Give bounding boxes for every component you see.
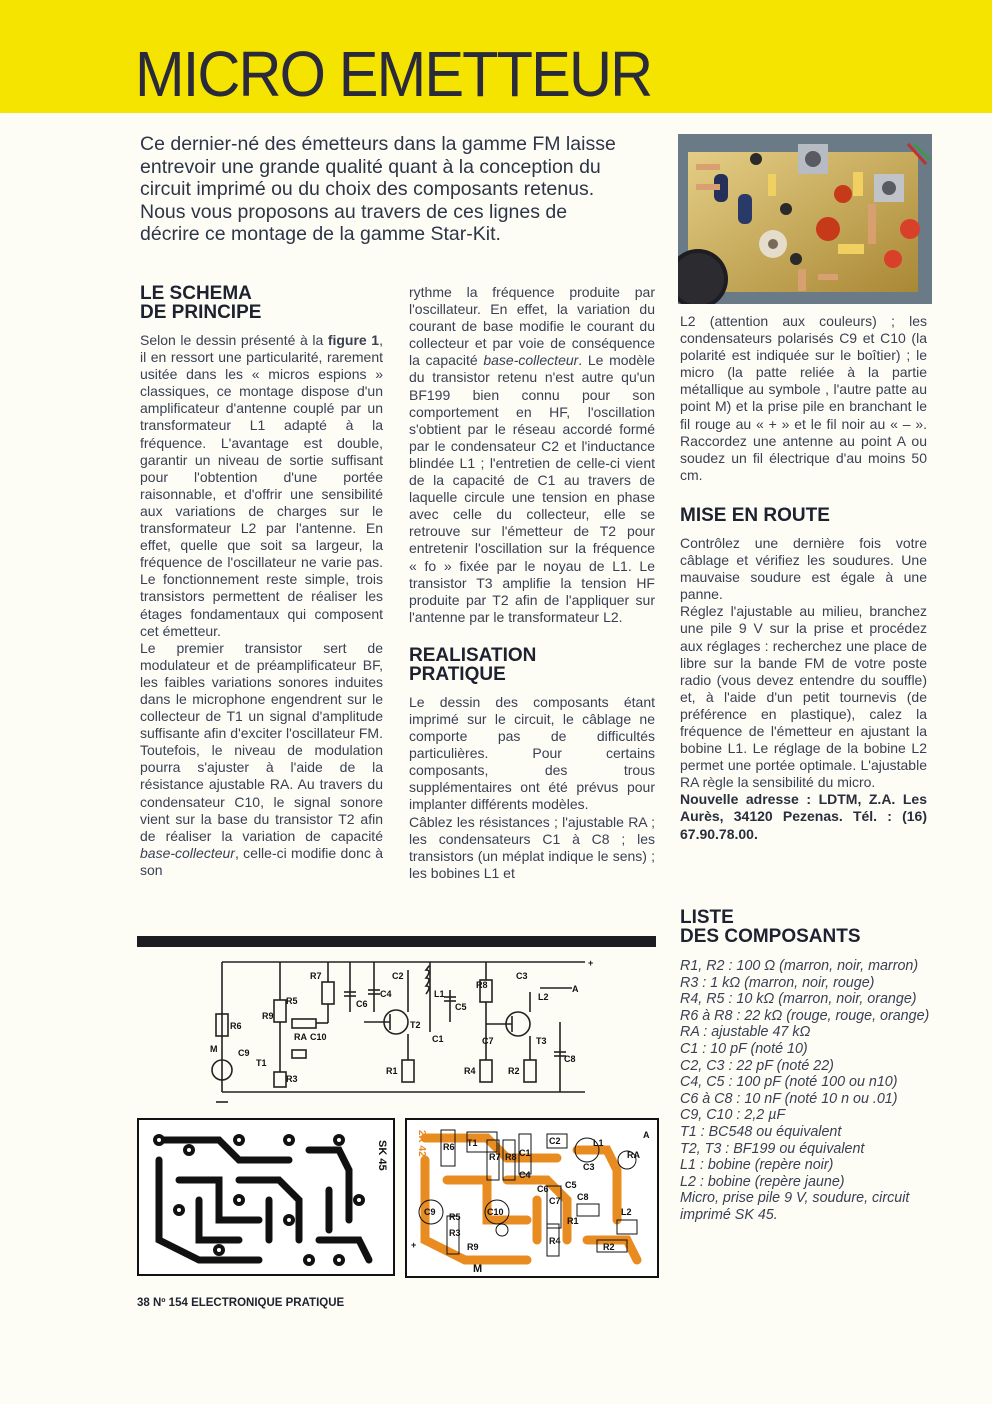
svg-text:RA: RA xyxy=(627,1150,640,1160)
circuit-schematic xyxy=(200,952,610,1107)
intro-paragraph: Ce dernier-né des émetteurs dans la gamme FM laisse entrevoir une grande qualité quant à la conception du circuit imprimé ou du choix des composants retenus. Nous vous proposons au travers de ces lignes de décrire ce montage de la gamme Star-Kit. xyxy=(140,133,616,245)
svg-text:R9: R9 xyxy=(262,1011,274,1021)
svg-text:C3: C3 xyxy=(516,971,528,981)
svg-text:C7: C7 xyxy=(482,1036,494,1046)
svg-text:C4: C4 xyxy=(519,1170,531,1180)
svg-text:R1: R1 xyxy=(386,1066,398,1076)
parts-item: T2, T3 : BF199 ou équivalent xyxy=(680,1140,865,1157)
svg-text:C1: C1 xyxy=(432,1034,444,1044)
parts-item: Micro, prise pile 9 V, soudure, circuit imprimé SK 45. xyxy=(680,1190,910,1223)
svg-text:R6: R6 xyxy=(230,1021,242,1031)
svg-text:R7: R7 xyxy=(310,971,322,981)
realisation-paragraph-2: Câblez les résistances ; l'ajustable RA ; les condensateurs C1 à C8 ; les transistors (un méplat indique le sens) ; les bobines L1 et xyxy=(409,813,655,881)
svg-text:C2: C2 xyxy=(392,971,404,981)
svg-text:C9: C9 xyxy=(424,1207,436,1217)
svg-text:R2: R2 xyxy=(508,1066,520,1076)
svg-text:R6: R6 xyxy=(443,1142,455,1152)
column-1 xyxy=(140,284,383,879)
svg-text:C7: C7 xyxy=(549,1196,561,1206)
parts-item: RA : ajustable 47 kΩ xyxy=(680,1024,811,1041)
svg-text:A: A xyxy=(572,984,579,994)
svg-text:C8: C8 xyxy=(564,1054,576,1064)
parts-item: T1 : BC548 ou équivalent xyxy=(680,1123,842,1140)
pcb-copper-side xyxy=(137,1118,395,1276)
svg-text:R9: R9 xyxy=(467,1242,479,1252)
svg-text:R4: R4 xyxy=(549,1236,561,1246)
svg-text:C6: C6 xyxy=(537,1184,549,1194)
parts-item: R6 à R8 : 22 kΩ (rouge, rouge, orange) xyxy=(680,1007,930,1024)
svg-text:C10: C10 xyxy=(310,1032,327,1042)
svg-text:T2: T2 xyxy=(410,1020,421,1030)
new-address: Nouvelle adresse : LDTM, Z.A. Les Aurès, 34120 Pezenas. Tél. : (16) 67.90.78.00. xyxy=(680,791,927,842)
figure-rule xyxy=(137,936,656,947)
mise-paragraph-2: Réglez l'ajustable au milieu, branchez une pile 9 V sur la prise et procédez aux réglages : recherchez une place de libre sur la bande FM de votre poste radio (vous devez entendre du souffle) et, à l'aide d'un petit tournevis (de préférence en plastique), calez la fréquence de l'émetteur en ajustant la bobine L1. Le réglage de la bobine L2 permet une portée optimale. L'ajustable RA règle la sensibilité du micro. xyxy=(680,603,927,791)
svg-text:R4: R4 xyxy=(464,1066,476,1076)
parts-list xyxy=(680,958,935,1224)
column-3 xyxy=(680,313,927,843)
heading-realisation: REALISATION PRATIQUE xyxy=(409,644,537,685)
svg-text:2K 42: 2K 42 xyxy=(416,1130,427,1157)
svg-text:L2: L2 xyxy=(621,1207,632,1217)
pcb-component-layout xyxy=(407,1120,657,1276)
svg-text:+: + xyxy=(411,1240,417,1250)
pcb-component-side xyxy=(405,1118,659,1278)
svg-text:C2: C2 xyxy=(549,1136,561,1146)
parts-item: L1 : bobine (repère noir) xyxy=(680,1157,834,1174)
svg-text:R3: R3 xyxy=(286,1074,298,1084)
svg-text:R2: R2 xyxy=(603,1242,615,1252)
parts-item: C9, C10 : 2,2 µF xyxy=(680,1107,786,1124)
svg-text:C9: C9 xyxy=(238,1048,250,1058)
schema-paragraph-3: rythme la fréquence produite par l'oscillateur. En effet, la variation du courant de base modifie le courant du collecteur et par voie de conséquence la capacité base-collecteur. Le modèle du transistor retenu n'est autre qu'un BF199 bien connu pour son comportement en HF, l'oscillation s'obtient par le réseau accordé formé par le condensateur C2 et l'inductance blindée L1 ; l'entretien de celle-ci vient de la capacité de C1 au travers de laquelle circule une tension en phase avec celle du collecteur, elle se retrouve sur l'émetteur de T2 pour entretenir l'oscillation sur la fréquence « fo » fixée par le noyau de L1. Le transistor T3 amplifie la tension HF produite par T2 afin de l'appliquer sur l'antenne par le transformateur L2. xyxy=(409,284,655,625)
schema-paragraph-1: Selon le dessin présenté à la figure 1, il en ressort une particularité, rarement usitée dans les « micros espions » classiques, ce montage dispose d'un amplificateur d'antenne couplé par un transformateur L1 adapté à la fréquence. L'avantage est double, garantir un niveau de sortie suffisant pour l'obtention d'une portée raisonnable, et d'offrir une sensibilité aux variations de charges sur le transformateur L2 par l'antenne. En effet, quelle que soit sa largeur, la fréquence de l'oscillateur ne varie pas. Le fonctionnement reste simple, trois transistors permettent de réaliser les étages fondamentaux qui composent cet émetteur. xyxy=(140,332,383,639)
board-photo xyxy=(678,134,932,304)
svg-text:C6: C6 xyxy=(356,999,368,1009)
svg-text:R3: R3 xyxy=(449,1228,461,1238)
svg-text:C1: C1 xyxy=(519,1148,531,1158)
heading-composants: LISTE DES COMPOSANTS xyxy=(680,907,861,947)
parts-item: R4, R5 : 10 kΩ (marron, noir, orange) xyxy=(680,991,917,1008)
parts-item: C2, C3 : 22 pF (noté 22) xyxy=(680,1057,834,1074)
svg-text:R5: R5 xyxy=(449,1212,461,1222)
realisation-paragraph-1: Le dessin des composants étant imprimé sur le circuit, le câblage ne comporte pas de difficultés particulières. Pour certains composants, des trous supplémentaires ont été prévus pour implanter différents modèles. xyxy=(409,693,655,813)
svg-text:R7: R7 xyxy=(489,1152,501,1162)
svg-text:R8: R8 xyxy=(505,1152,517,1162)
svg-text:C5: C5 xyxy=(455,1002,467,1012)
parts-item: C4, C5 : 100 pF (noté 100 ou n10) xyxy=(680,1074,898,1091)
svg-text:R5: R5 xyxy=(286,996,298,1006)
parts-item: C1 : 10 pF (noté 10) xyxy=(680,1040,808,1057)
svg-text:C8: C8 xyxy=(577,1192,589,1202)
parts-item: C6 à C8 : 10 nF (noté 10 n ou .01) xyxy=(680,1090,898,1107)
page-title: MICRO EMETTEUR xyxy=(135,38,652,110)
svg-text:M: M xyxy=(210,1044,218,1054)
parts-item: R1, R2 : 100 Ω (marron, noir, marron) xyxy=(680,958,919,974)
realisation-paragraph-3: L2 (attention aux couleurs) ; les condensateurs polarisés C9 et C10 (la polarité est indiquée sur le boîtier) ; le micro (la patte reliée à la partie métallique au symbole , l'autre patte au point M) et la prise pile en branchant le fil rouge au « + » et le fil noir au « – ». Raccordez une antenne au point A ou soudez un fil électrique d'au moins 50 cm. xyxy=(680,313,927,483)
svg-text:L1: L1 xyxy=(593,1138,604,1148)
column-2 xyxy=(409,284,655,882)
svg-text:C5: C5 xyxy=(565,1180,577,1190)
heading-mise-en-route: MISE EN ROUTE xyxy=(680,504,830,526)
mise-paragraph-1: Contrôlez une dernière fois votre câblage et vérifiez les soudures. Une mauvaise soudure est égale à une panne. xyxy=(680,534,927,603)
svg-text:L2: L2 xyxy=(538,992,549,1002)
schema-paragraph-2: Le premier transistor sert de modulateur et de préamplificateur BF, les faibles variations sonores induites dans le microphone engendrent sur le collecteur de T1 un signal d'amplitude suffisante afin d'exciter l'oscillateur FM. Toutefois, le niveau de modulation pourra s'ajuster à l'aide de la résistance ajustable RA. Au travers du condensateur C10, le signal sonore vient sur la base du transistor T2 afin de réaliser la variation de capacité base-collecteur, celle-ci modifie donc à son xyxy=(140,639,383,878)
svg-text:L1: L1 xyxy=(434,989,445,999)
svg-text:M: M xyxy=(473,1263,483,1275)
pcb-copper-traces xyxy=(139,1120,393,1274)
svg-text:C3: C3 xyxy=(583,1162,595,1172)
svg-text:A: A xyxy=(643,1130,650,1140)
svg-text:T3: T3 xyxy=(536,1036,547,1046)
svg-text:+: + xyxy=(588,958,594,968)
svg-text:C4: C4 xyxy=(380,989,392,999)
heading-schema: LE SCHEMA DE PRINCIPE xyxy=(140,283,262,323)
svg-text:C10: C10 xyxy=(487,1207,504,1217)
svg-text:R8: R8 xyxy=(476,980,488,990)
svg-text:T1: T1 xyxy=(256,1058,267,1068)
parts-item: R3 : 1 kΩ (marron, noir, rouge) xyxy=(680,974,875,991)
svg-text:T1: T1 xyxy=(467,1138,478,1148)
page-footer: 38 Nº 154 ELECTRONIQUE PRATIQUE xyxy=(137,1297,345,1309)
svg-text:RA: RA xyxy=(294,1032,307,1042)
svg-text:R1: R1 xyxy=(567,1216,579,1226)
svg-text:SK 45: SK 45 xyxy=(376,1140,388,1171)
parts-item: L2 : bobine (repère jaune) xyxy=(680,1173,845,1190)
